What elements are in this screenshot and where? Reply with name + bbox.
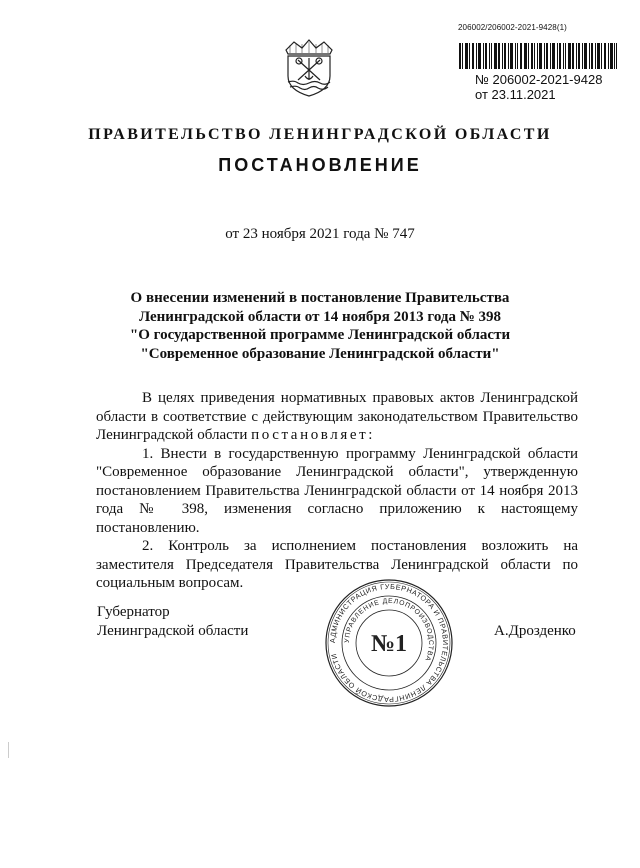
subject-line: "О государственной программе Ленинградской области bbox=[129, 327, 511, 343]
document-code: 206002/206002-2021-9428(1) bbox=[458, 23, 567, 32]
subject-line: Ленинградской области от 14 ноября 2013 года № 398 bbox=[138, 308, 502, 325]
signer-name: А.Дрозденко bbox=[494, 623, 576, 639]
item-2-paragraph: 2. Контроль за исполнением постановления возложить на заместителя Председателя Правительства Ленинградской области по социальным вопросам. bbox=[96, 538, 578, 591]
seal-outer-text: АДМИНИСТРАЦИЯ ГУБЕРНАТОРА И ПРАВИТЕЛЬСТВА ЛЕНИНГРАДСКОЙ ОБЛАСТИ bbox=[327, 581, 451, 705]
item-1-paragraph: 1. Внести в государственную программу Ленинградской области "Современное образование Ленинградской области", утвержденную постановлением Правительства Ленинградской области от 14 ноября 2013 года № 398, изменения согласно приложению к настоящему постановлению. bbox=[96, 445, 578, 536]
registration-block bbox=[475, 72, 602, 102]
signer-position-line: Губернатор bbox=[97, 604, 170, 620]
signer-position bbox=[97, 603, 248, 641]
preamble-text: В целях приведения нормативных правовых актов Ленинградской области в соответствие с действующим законодательством Правительство Ленинградской области bbox=[96, 390, 578, 443]
decree-word: постановляет: bbox=[251, 427, 376, 443]
coat-of-arms-emblem bbox=[278, 36, 340, 98]
document-date-number: от 23 ноября 2021 года № 747 bbox=[225, 226, 415, 242]
authority-title: ПРАВИТЕЛЬСТВО ЛЕНИНГРАДСКОЙ ОБЛАСТИ bbox=[88, 126, 552, 143]
signer-position-line: Ленинградской области bbox=[97, 623, 249, 639]
barcode bbox=[459, 43, 617, 69]
subject-line: О внесении изменений в постановление Правительства bbox=[130, 290, 510, 306]
seal-inner-text: УПРАВЛЕНИЕ ДЕЛОПРОИЗВОДСТВА bbox=[343, 597, 435, 663]
seal-center-number: №1 bbox=[370, 631, 408, 657]
registration-number: № 206002-2021-9428 bbox=[475, 72, 603, 87]
official-seal-stamp bbox=[324, 578, 454, 708]
margin-mark bbox=[8, 742, 9, 758]
subject-heading bbox=[100, 289, 540, 363]
document-body bbox=[96, 389, 578, 593]
document-type-heading: ПОСТАНОВЛЕНИЕ bbox=[218, 155, 422, 175]
registration-date: от 23.11.2021 bbox=[475, 87, 556, 102]
preamble-paragraph bbox=[96, 389, 578, 445]
subject-line: "Современное образование Ленинградской области" bbox=[140, 345, 500, 362]
